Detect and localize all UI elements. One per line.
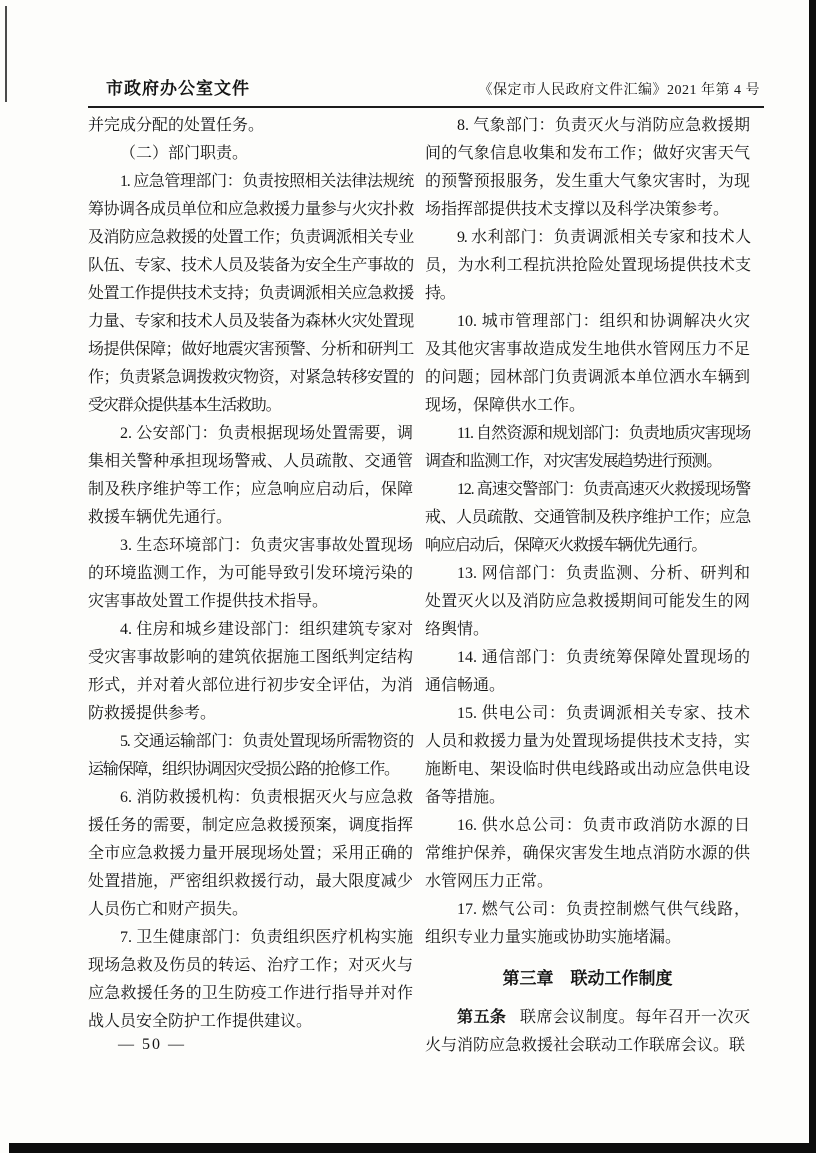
scan-edge-left bbox=[5, 6, 7, 102]
chapter-heading: 第三章 联动工作制度 bbox=[502, 969, 673, 988]
header-publication-title: 《保定市人民政府文件汇编》2021 年第 4 号 bbox=[478, 83, 760, 98]
paragraph-item-14: 14. 通信部门：负责统筹保障处置现场的通信畅通。 bbox=[425, 649, 750, 694]
scan-edge-right bbox=[809, 0, 816, 1153]
paragraph-item-11: 11. 自然资源和规划部门：负责地质灾害现场调查和监测工作，对灾害发展趋势进行预测。 bbox=[425, 425, 750, 470]
paragraph-item-8: 8. 气象部门：负责灭火与消防应急救援期间的气象信息收集和发布工作；做好灾害天气的预警预报服务，发生重大气象灾害时，为现场指挥部提供技术支撑以及科学决策参考。 bbox=[425, 117, 750, 218]
header-doc-category: 市政府办公室文件 bbox=[106, 79, 250, 98]
article-text: 联席会议制度。每年召开一次灭火与消防应急救援社会联动工作联席会议。联 bbox=[425, 1009, 750, 1054]
page-header bbox=[88, 74, 764, 108]
right-column bbox=[425, 112, 750, 1060]
paragraph-item-12: 12. 高速交警部门：负责高速灭火救援现场警戒、人员疏散、交通管制及秩序维护工作；应急响应启动后，保障灭火救援车辆优先通行。 bbox=[425, 481, 750, 554]
paragraph-item-13: 13. 网信部门：负责监测、分析、研判和处置灭火以及消防应急救援期间可能发生的网络舆情。 bbox=[425, 565, 750, 638]
page-number: — 50 — bbox=[118, 1036, 186, 1053]
paragraph-item-7: 7. 卫生健康部门：负责组织医疗机构实施现场急救及伤员的转运、治疗工作；对灭火与应急救援任务的卫生防疫工作进行指导并对作战人员安全防护工作提供建议。 bbox=[88, 929, 413, 1030]
paragraph-item-15: 15. 供电公司：负责调派相关专家、技术人员和救援力量为处置现场提供技术支持，实施断电、架设临时供电线路或出动应急供电设备等措施。 bbox=[425, 705, 750, 806]
paragraph-item-2: 2. 公安部门：负责根据现场处置需要，调集相关警种承担现场警戒、人员疏散、交通管制及秩序维护等工作；应急响应启动后，保障救援车辆优先通行。 bbox=[88, 425, 413, 526]
document-body bbox=[88, 112, 750, 1060]
paragraph-item-17: 17. 燃气公司：负责控制燃气供气线路，组织专业力量实施或协助实施堵漏。 bbox=[425, 901, 750, 946]
article-label: 第五条 bbox=[457, 1009, 507, 1026]
paragraph-item-6: 6. 消防救援机构：负责根据灭火与应急救援任务的需要，制定应急救援预案，调度指挥全市应急救援力量开展现场处置；采用正确的处置措施，严密组织救援行动，最大限度减少人员伤亡和财产损失。 bbox=[88, 789, 413, 918]
paragraph-article-5 bbox=[425, 1004, 750, 1060]
paragraph-item-5: 5. 交通运输部门：负责处置现场所需物资的运输保障，组织协调因灾受损公路的抢修工作。 bbox=[88, 733, 413, 778]
paragraph-item-9: 9. 水利部门：负责调派相关专家和技术人员，为水利工程抗洪抢险处置现场提供技术支持。 bbox=[425, 229, 750, 302]
paragraph-item-10: 10. 城市管理部门：组织和协调解决火灾及其他灾害事故造成发生地供水管网压力不足的问题；园林部门负责调派本单位洒水车辆到现场，保障供水工作。 bbox=[425, 313, 750, 414]
paragraph-item-4: 4. 住房和城乡建设部门：组织建筑专家对受灾害事故影响的建筑依据施工图纸判定结构形式，并对着火部位进行初步安全评估，为消防救援提供参考。 bbox=[88, 621, 413, 722]
paragraph-section-label: （二）部门职责。 bbox=[120, 145, 249, 162]
left-column bbox=[88, 112, 413, 1060]
paragraph-continuation: 并完成分配的处置任务。 bbox=[88, 117, 265, 134]
paragraph-item-1: 1. 应急管理部门：负责按照相关法律法规统筹协调各成员单位和应急救援力量参与火灾扑救及消防应急救援的处置工作；负责调派相关专业队伍、专家、技术人员及装备为安全生产事故的处置工作提供技术支持；负责调派相关应急救援力量、专家和技术人员及装备为森林火灾处置现场提供保障；做好地震灾害预警、分析和研判工作；负责紧急调拨救灾物资，对紧急转移安置的受灾群众提供基本生活救助。 bbox=[88, 173, 413, 414]
scan-edge-bottom bbox=[9, 1143, 816, 1153]
paragraph-item-16: 16. 供水总公司：负责市政消防水源的日常维护保养，确保灾害发生地点消防水源的供水管网压力正常。 bbox=[425, 817, 750, 890]
paragraph-item-3: 3. 生态环境部门：负责灾害事故处置现场的环境监测工作，为可能导致引发环境污染的灾害事故处置工作提供技术指导。 bbox=[88, 537, 413, 610]
